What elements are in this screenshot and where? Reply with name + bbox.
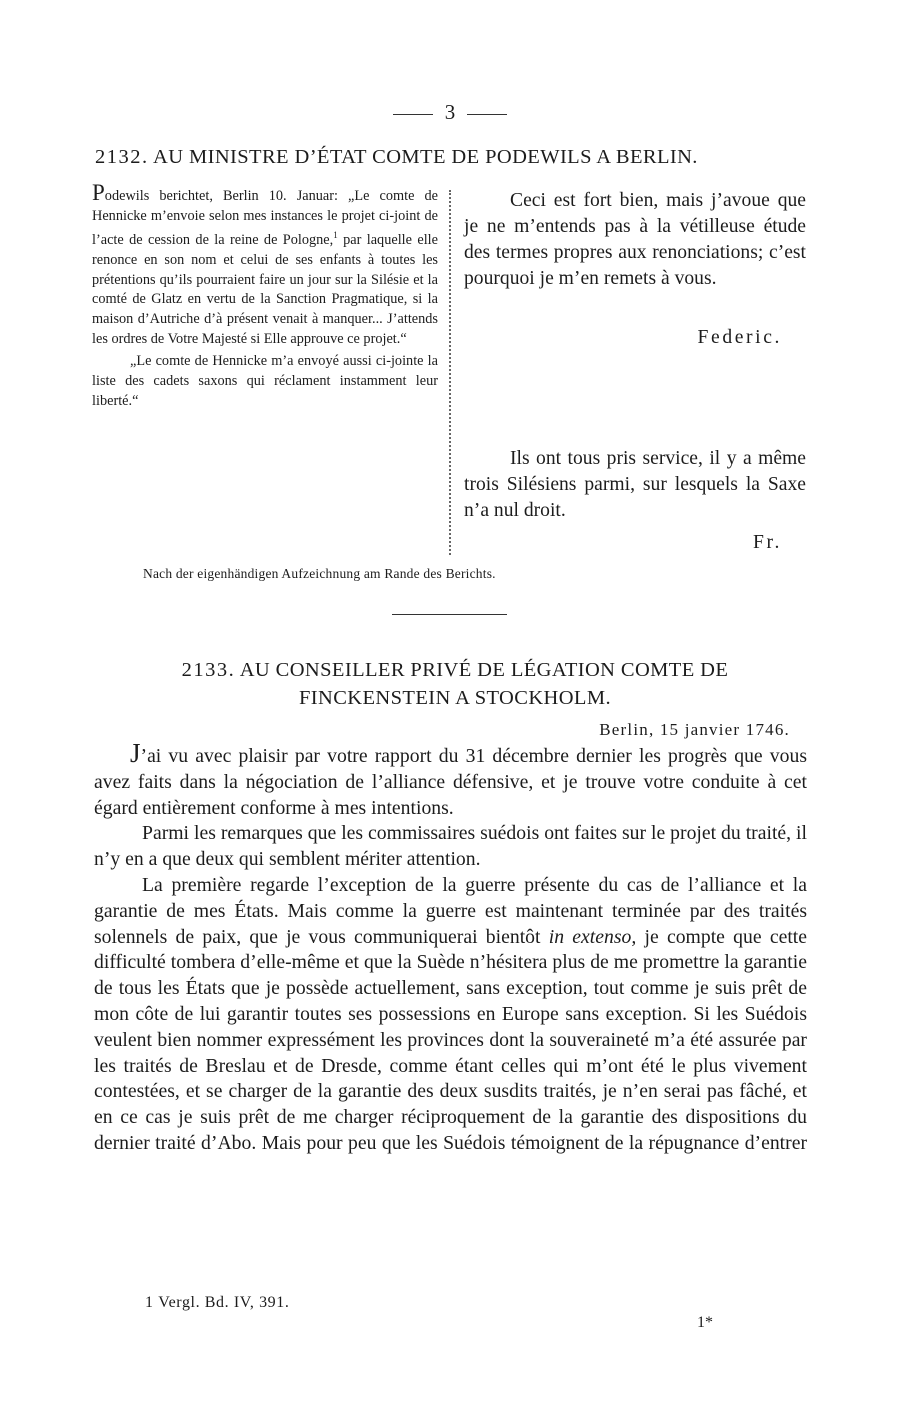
section-2132-heading <box>95 146 815 169</box>
page-number-dash-right <box>467 114 507 115</box>
king-reply-2: Ils ont tous pris service, il y a même trois Silésiens parmi, sur lesquels la Saxe n’a nul droit. <box>464 448 806 521</box>
king-reply-1: Ceci est fort bien, mais j’avoue que je ne m’entends pas à la vétilleuse étude des termes propres aux renonciations; c’est pourquoi je m’en remets à vous. <box>464 190 806 289</box>
section-separator <box>392 614 507 615</box>
letter-body <box>94 738 807 1157</box>
section-2133-heading-line-1: 2133. AU CONSEILLER PRIVÉ DE LÉGATION COMTE DE <box>181 659 729 681</box>
footnote-marker: 1 <box>145 1294 154 1311</box>
page-number-dash-left <box>393 114 433 115</box>
italic-in-extenso: in extenso, <box>548 925 637 948</box>
dateline: Berlin, 15 janvier 1746. <box>599 720 790 739</box>
column-divider <box>449 190 451 555</box>
section-2132-number: 2132. <box>95 146 149 168</box>
report-summary-column <box>92 180 438 412</box>
footnote <box>145 1294 289 1312</box>
letter-paragraph-3: La première regarde l’exception de la guerre présente du cas de l’alliance et la garantie de mes États. Mais comme la guerre est maintenant terminée par des traités solennels de paix, que je vous communiquerai bientôt in extenso, je compte que cette difficulté tombera d’elle-même et que la Suède n’hésitera plus de me promettre la garantie de tous les États que je possède actuellement, sans exception, tout comme je suis prêt de mon côte de lui garantir toutes ses possessions en Europe sans exception. Si les Suédois veulent bien nommer expressément les provinces dont la souveraineté m’a été assurée par les traités de Breslau et de Dresde, comme étant celles qui m’ont été le plus vivement contestées, et se charger de la garantie des deux susdits traités, je n’en serai pas fâché, et en ce cas je suis prêt de me charger réciproquement de la garantie des dispositions du dernier traité d’Abo. Mais pour peu que les Suédois témoignent de la répugnance d’entrer <box>94 873 807 1154</box>
section-2133-number: 2133. <box>181 659 236 681</box>
section-2133-heading <box>95 656 815 712</box>
footnote-reference: 1 <box>333 230 338 241</box>
letter-paragraph-2: Parmi les remarques que les commissaires suédois ont faites sur le projet du traité, il n’y en a que deux qui semblent mériter attention. <box>94 822 807 871</box>
letter-initial: J <box>130 738 141 768</box>
report-dropcap: P <box>92 180 105 205</box>
page-number: 3 <box>0 100 900 125</box>
letter-paragraph-1: J’ai vu avec plaisir par votre rapport du 31 décembre dernier les progrès que vous avez faits dans la négociation de l’alliance défensive, et je trouve votre conduite à cet égard entièrement conforme à mes intentions. <box>94 738 807 819</box>
signature-fr: Fr. <box>752 532 782 553</box>
section-2132-title: AU MINISTRE D’ÉTAT COMTE DE PODEWILS A BERLIN. <box>153 146 698 168</box>
report-paragraph-1: Podewils berichtet, Berlin 10. Januar: „Le comte de Hennicke m’envoie selon mes instances le projet ci-joint de l’acte de cession de la reine de Pologne,$^1$ par laquelle elle renonce en son nom et celui de ses enfants à toutes les prétentions qu’ils pourraient faire un jour sur la Silésie et la comté de Glatz en vertu de la Sanction Pragmatique, si la maison d’Autriche d’à présent venait à manquer... J’attends les ordres de Votre Majesté si Elle approuve ce projet.“ <box>92 180 438 347</box>
source-note: Nach der eigenhändigen Aufzeichnung am Rande des Berichts. <box>143 566 496 581</box>
signature-federic: Federic. <box>697 327 782 348</box>
printer-signature-mark: 1* <box>697 1314 713 1331</box>
footnote-text: Vergl. Bd. IV, 391. <box>158 1294 290 1311</box>
section-2133-heading-line-2: FINCKENSTEIN A STOCKHOLM. <box>298 687 612 709</box>
report-paragraph-2: „Le comte de Hennicke m’a envoyé aussi ci-jointe la liste des cadets saxons qui réclament instamment leur liberté.“ <box>92 353 438 409</box>
